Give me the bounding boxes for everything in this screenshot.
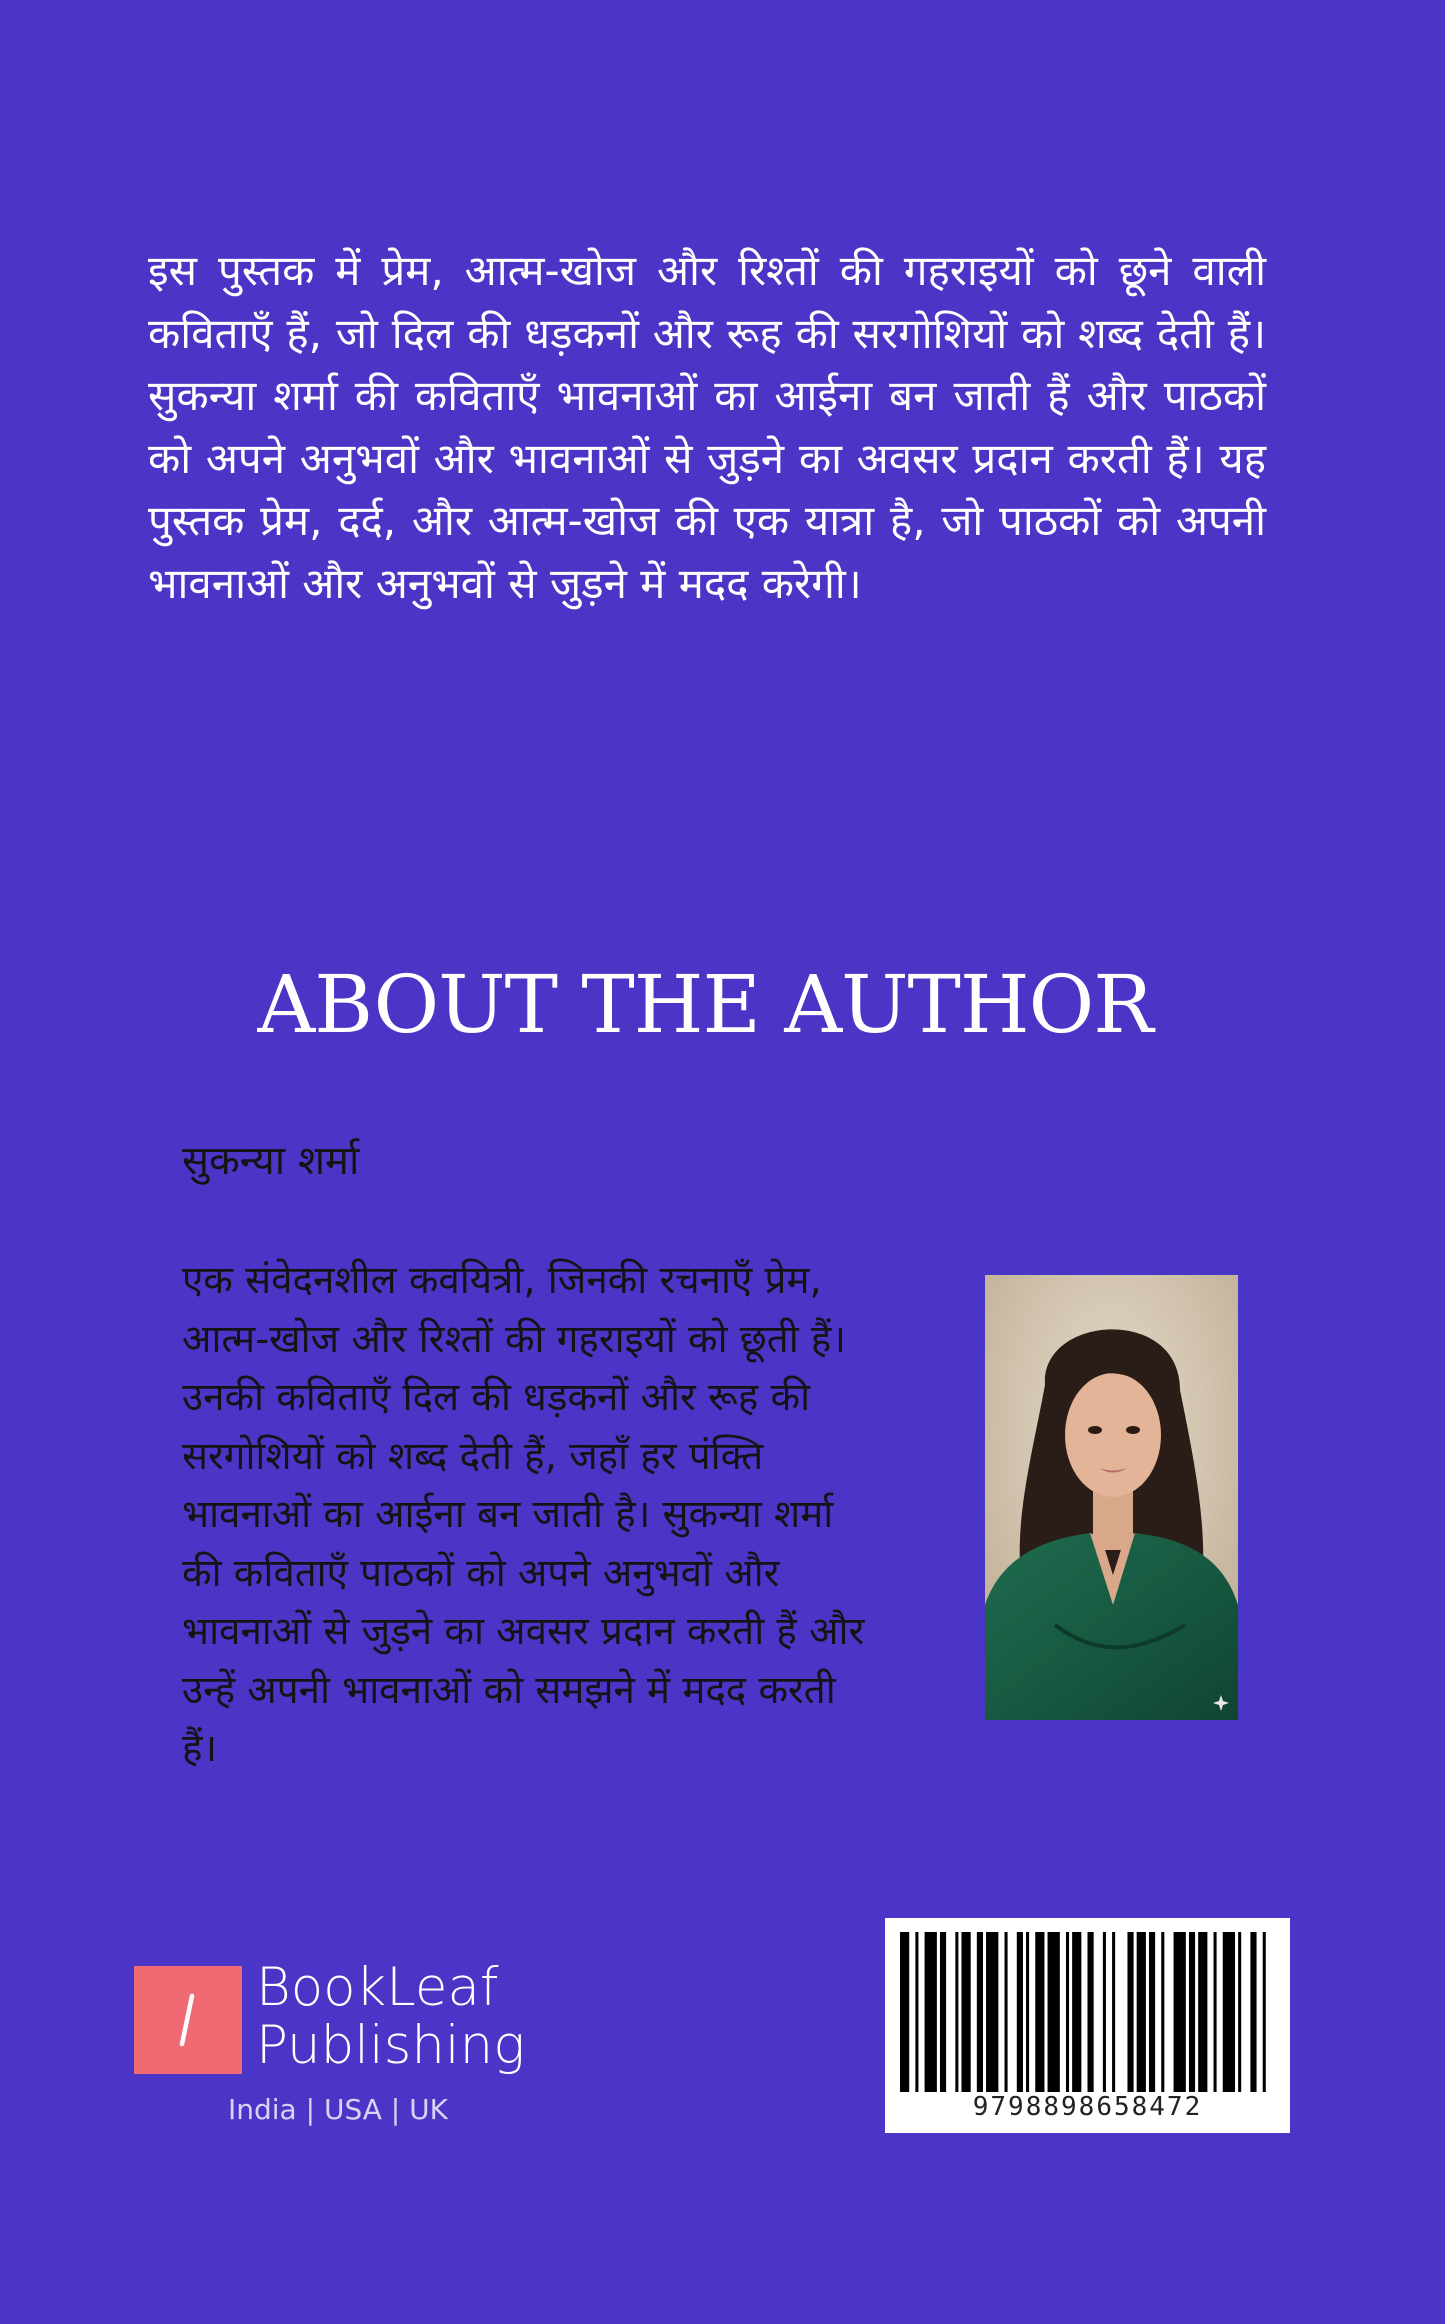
barcode-bar [925, 1932, 937, 2092]
barcode-bar [1017, 1932, 1023, 2092]
barcode-bar [1214, 1932, 1217, 2092]
barcode-bar [1189, 1932, 1195, 2092]
barcode-number: 9798898658472 [972, 2092, 1203, 2122]
barcode-bar [915, 1932, 918, 2092]
barcode-bar [1035, 1932, 1044, 2092]
barcode-bar [977, 1932, 983, 2092]
publisher-name-line2: Publishing [256, 2015, 526, 2076]
barcode-bar [1174, 1932, 1186, 2092]
barcode-bar [1149, 1932, 1155, 2092]
author-name: सुकन्या शर्मा [182, 1138, 360, 1184]
barcode-bar [986, 1932, 998, 2092]
author-photo [985, 1275, 1238, 1720]
publisher-name-line1: BookLeaf [256, 1957, 499, 2018]
barcode-bar [1223, 1932, 1235, 2092]
barcode-bar [1238, 1932, 1241, 2092]
barcode-bar [1088, 1932, 1094, 2092]
barcode-bar [1072, 1932, 1081, 2092]
barcode-bar [1127, 1932, 1133, 2092]
barcode-bar [1005, 1932, 1008, 2092]
about-author-heading: ABOUT THE AUTHOR [257, 958, 1153, 1051]
barcode-bar [1161, 1932, 1164, 2092]
barcode-bar [1137, 1932, 1146, 2092]
publisher-regions: India | USA | UK [228, 2093, 448, 2126]
barcode-bar [1103, 1932, 1106, 2092]
barcode-bar [940, 1932, 946, 2092]
barcode-bar [1048, 1932, 1060, 2092]
publisher-logo [134, 1958, 534, 2078]
author-portrait-image [985, 1275, 1238, 1720]
barcode-bar [1026, 1932, 1029, 2092]
barcode-bar [961, 1932, 970, 2092]
barcode-bar [955, 1932, 958, 2092]
slash-icon [134, 1966, 242, 2074]
back-cover-blurb: इस पुस्तक में प्रेम, आत्म-खोज और रिश्तों की गहराइयों को छूने वाली कविताएँ हैं, जो दिल की धड़कनों और रूह की सरगोशियों को शब्द देती हैं। सुकन्या शर्मा की कविताएँ भावनाओं का आईना बन जाती हैं और पाठकों को अपने अनुभवों और भावनाओं से जुड़ने का अवसर प्रदान करती हैं। यह पुस्तक प्रेम, दर्द, और आत्म-खोज की एक यात्रा है, जो पाठकों को अपनी भावनाओं और अनुभवों से जुड़ने में मदद करेगी। [148, 246, 1266, 608]
barcode-bar [900, 1932, 909, 2092]
isbn-barcode [885, 1918, 1290, 2133]
barcode-bars [900, 1932, 1275, 2092]
barcode-bar [1250, 1932, 1256, 2092]
barcode-bar [1263, 1932, 1266, 2092]
author-bio: एक संवेदनशील कवयित्री, जिनकी रचनाएँ प्रेम, आत्म-खोज और रिश्तों की गहराइयों को छूती हैं। उनकी कविताएँ दिल की धड़कनों और रूह की सरगोशियों को शब्द देती हैं, जहाँ हर पंक्ति भावनाओं का आईना बन जाती है। सुकन्या शर्मा की कविताएँ पाठकों को अपने अनुभवों और भावनाओं से जुड़ने का अवसर प्रदान करती हैं और उन्हें अपनी भावनाओं को समझने में मदद करती हैं। [182, 1258, 865, 1771]
barcode-bar [1066, 1932, 1069, 2092]
barcode-bar [1112, 1932, 1115, 2092]
barcode-bar [1198, 1932, 1207, 2092]
